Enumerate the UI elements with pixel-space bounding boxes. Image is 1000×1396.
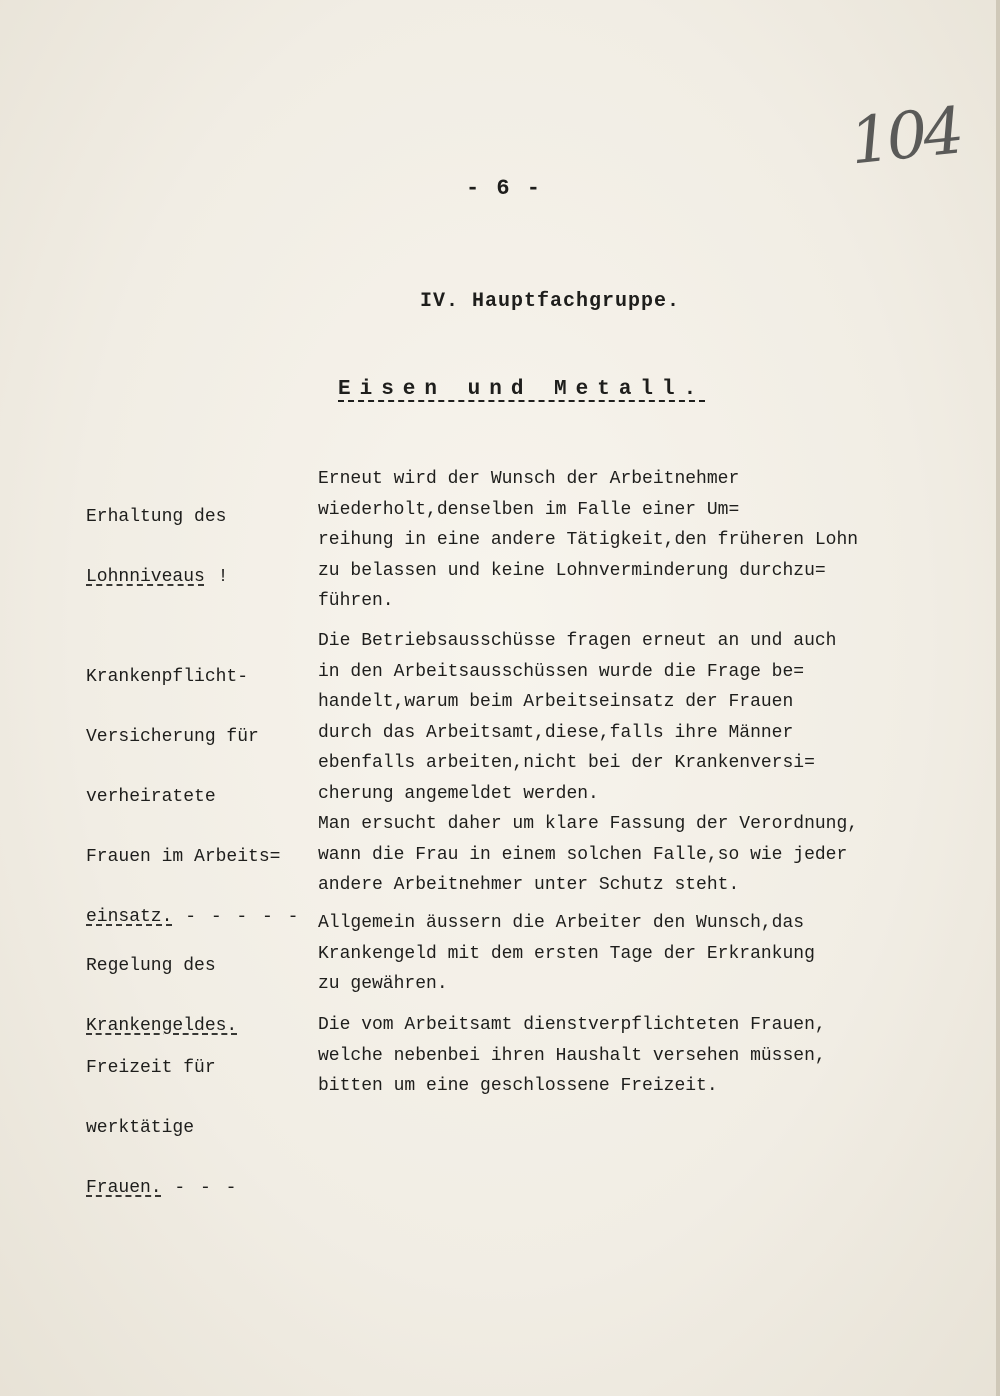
side-heading-line: Frauen im Arbeits=	[86, 847, 281, 867]
paragraph-krankengeld: Allgemein äussern die Arbeiter den Wunsch,das Krankengeld mit dem ersten Tage der Erkrankung zu gewähren.	[318, 913, 815, 994]
side-heading-freizeit	[86, 1018, 238, 1238]
side-heading-line: Krankenpflicht-	[86, 667, 249, 687]
paragraph-freizeit: Die vom Arbeitsamt dienstverpflichteten Frauen, welche nebenbei ihren Haushalt versehen müssen, bitten um eine geschlossene Freizeit.	[318, 1015, 826, 1096]
side-heading-underlined: einsatz.	[86, 907, 173, 927]
side-heading-lohnniveau	[86, 467, 230, 627]
side-heading-tail: - - - - -	[172, 907, 301, 927]
side-heading-line: Regelung des	[86, 956, 216, 976]
handwritten-page-number: 104	[846, 94, 964, 180]
side-heading-line: Erhaltung des	[86, 507, 227, 527]
side-heading-tail: - - -	[161, 1178, 239, 1198]
side-heading-underlined: Frauen.	[86, 1178, 162, 1198]
side-heading-tail: !	[204, 567, 231, 587]
section-title: Eisen und Metall.	[338, 378, 706, 401]
side-heading-line: verheiratete	[86, 787, 216, 807]
side-heading-underlined: Krankengeldes.	[86, 1016, 238, 1036]
side-heading-line: Freizeit für	[86, 1058, 216, 1078]
side-heading-underlined: Lohnniveaus	[86, 567, 205, 587]
page-number: - 6 -	[466, 176, 543, 201]
side-heading-line: Versicherung für	[86, 727, 259, 747]
paragraph-krankenpflicht: Die Betriebsausschüsse fragen erneut an und auch in den Arbeitsausschüssen wurde die Frage be= handelt,warum beim Arbeitseinsatz der Frauen durch das Arbeitsamt,diese,falls ihre Männer ebenfalls arbeiten,nicht bei der Krankenversi= cherung angemeldet werden. Man ersucht daher um klare Fassung der Verordnung, wann die Frau in einem solchen Falle,so wie jeder andere Arbeitnehmer unter Schutz steht.	[318, 631, 859, 895]
side-heading-line: werktätige	[86, 1118, 195, 1138]
page-edge	[996, 0, 1000, 1396]
paragraph-lohnniveau: Erneut wird der Wunsch der Arbeitnehmer wiederholt,denselben im Falle einer Um= reihung in eine andere Tätigkeit,den früheren Lohn zu belassen und keine Lohnverminderung durchzu= führen.	[318, 469, 859, 611]
group-title: IV. Hauptfachgruppe.	[420, 290, 681, 313]
